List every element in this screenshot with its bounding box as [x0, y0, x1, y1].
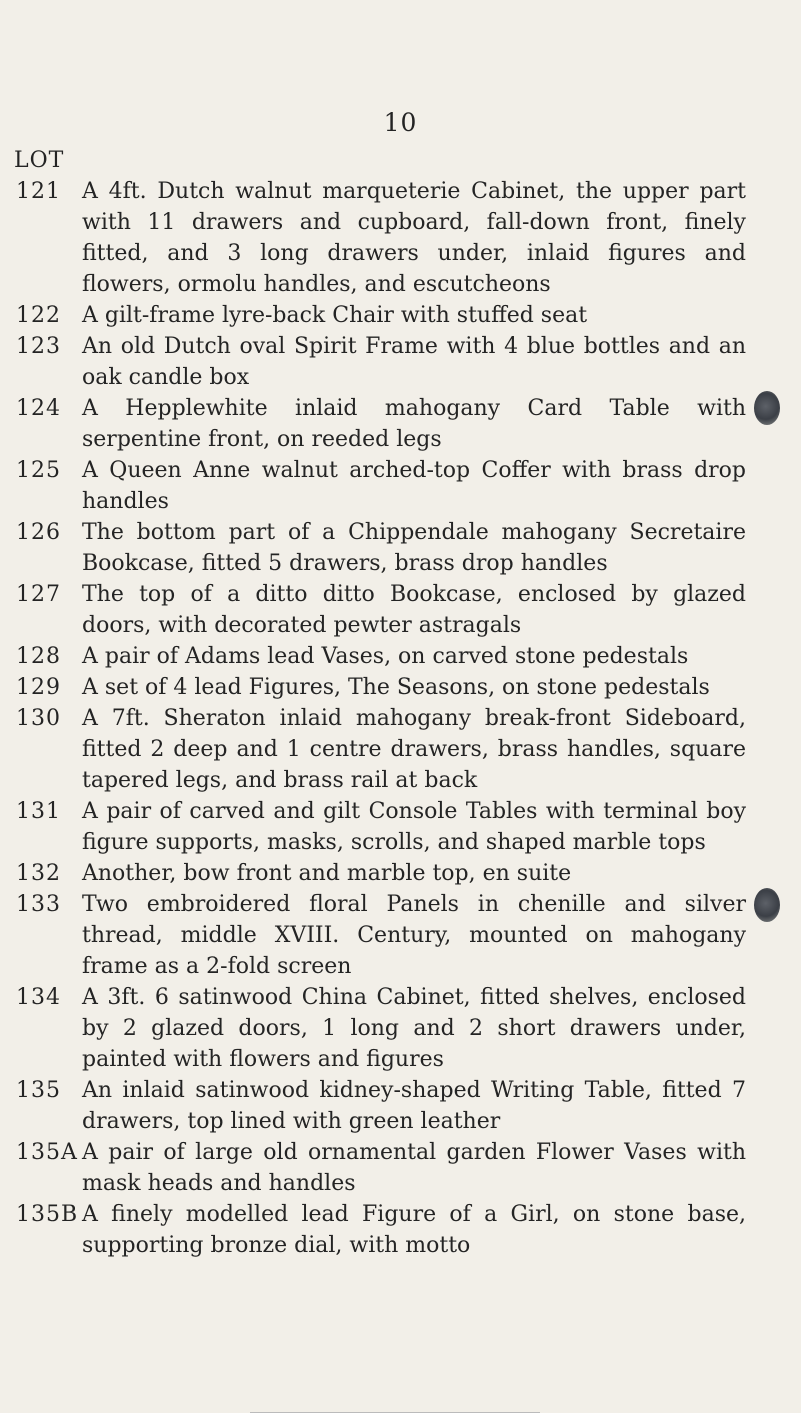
- lot-entry: [16, 796, 746, 858]
- lot-entry: [16, 517, 746, 579]
- page-number: 10: [383, 108, 418, 137]
- lot-number: 123: [16, 334, 61, 359]
- lot-description: A pair of Adams lead Vases, on carved stone pedestals: [82, 644, 689, 669]
- lot-description: A pair of carved and gilt Console Tables with terminal boy figure supports, masks, scrolls, and shaped marble tops: [82, 799, 746, 855]
- lot-entry: [16, 1199, 746, 1261]
- lot-entry: [16, 393, 746, 455]
- lot-description: The top of a ditto ditto Bookcase, enclosed by glazed doors, with decorated pewter astragals: [82, 582, 746, 638]
- lot-number: 126: [16, 520, 61, 545]
- lot-number: 125: [16, 458, 61, 483]
- lot-number: 127: [16, 582, 61, 607]
- lot-number: 135B: [16, 1202, 79, 1227]
- lot-description: A 3ft. 6 satinwood China Cabinet, fitted shelves, enclosed by 2 glazed doors, 1 long and 2 short drawers under, painted with flowers and figures: [82, 985, 746, 1072]
- lot-entry: [16, 982, 746, 1075]
- lot-description: A pair of large old ornamental garden Flower Vases with mask heads and handles: [82, 1140, 746, 1196]
- lot-number: 121: [16, 179, 61, 204]
- lot-entry: [16, 641, 746, 672]
- lot-entry: [16, 1075, 746, 1137]
- lot-description: Another, bow front and marble top, en suite: [82, 861, 572, 886]
- lot-description: A set of 4 lead Figures, The Seasons, on stone pedestals: [82, 675, 710, 700]
- lot-entry: [16, 331, 746, 393]
- lot-number: 122: [16, 303, 61, 328]
- lot-entry: [16, 672, 746, 703]
- lot-number: 130: [16, 706, 61, 731]
- lot-number: 135: [16, 1078, 61, 1103]
- lot-description: A gilt-frame lyre-back Chair with stuffed seat: [82, 303, 588, 328]
- lot-number: 131: [16, 799, 61, 824]
- punch-hole-icon: [754, 391, 780, 425]
- lot-entry: [16, 176, 746, 300]
- lot-number: 135A: [16, 1140, 78, 1165]
- lot-entry: [16, 1137, 746, 1199]
- lot-description: An inlaid satinwood kidney-shaped Writing Table, fitted 7 drawers, top lined with green leather: [82, 1078, 746, 1134]
- lot-entry: [16, 889, 746, 982]
- lot-number: 134: [16, 985, 61, 1010]
- lot-description: A 7ft. Sheraton inlaid mahogany break-front Sideboard, fitted 2 deep and 1 centre drawers, brass handles, square tapered legs, and brass rail at back: [82, 706, 746, 793]
- lot-number: 133: [16, 892, 61, 917]
- lot-description: A Queen Anne walnut arched-top Coffer with brass drop handles: [82, 458, 746, 514]
- lot-entry: [16, 455, 746, 517]
- lot-entry: [16, 703, 746, 796]
- lot-number: 128: [16, 644, 61, 669]
- punch-hole-icon: [754, 888, 780, 922]
- lot-description: The bottom part of a Chippendale mahogany Secretaire Bookcase, fitted 5 drawers, brass drop handles: [82, 520, 746, 576]
- lot-description: A 4ft. Dutch walnut marqueterie Cabinet, the upper part with 11 drawers and cupboard, fall-down front, finely fitted, and 3 long drawers under, inlaid figures and flowers, ormolu handles, and escutcheons: [82, 179, 746, 297]
- lot-number: 132: [16, 861, 61, 886]
- lot-entry: [16, 300, 746, 331]
- lot-entry: [16, 579, 746, 641]
- lot-description: A Hepplewhite inlaid mahogany Card Table with serpentine front, on reeded legs: [82, 396, 746, 452]
- lot-description: An old Dutch oval Spirit Frame with 4 blue bottles and an oak candle box: [82, 334, 746, 390]
- lot-number: 129: [16, 675, 61, 700]
- lot-column-header: LOT: [14, 148, 65, 173]
- lot-description: A finely modelled lead Figure of a Girl, on stone base, supporting bronze dial, with motto: [82, 1202, 746, 1258]
- lot-number: 124: [16, 396, 61, 421]
- lot-description: Two embroidered floral Panels in chenille and silver thread, middle XVIII. Century, mounted on mahogany frame as a 2-fold screen: [82, 892, 746, 979]
- lot-list: [16, 176, 746, 1261]
- lot-entry: [16, 858, 746, 889]
